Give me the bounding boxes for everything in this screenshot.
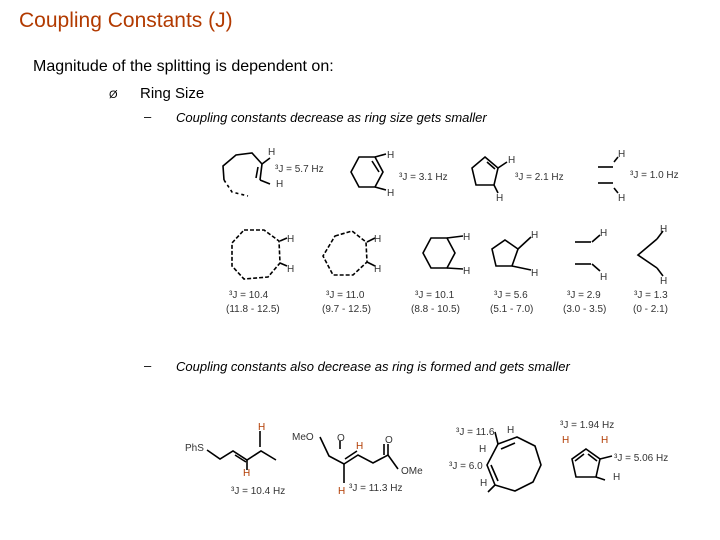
h-label: H xyxy=(243,468,251,479)
j-row1-4: ³J = 1.0 Hz xyxy=(630,170,679,181)
h-label: H xyxy=(660,224,668,235)
j-row2-3: ³J = 10.1 xyxy=(415,290,455,301)
j-row2-1: ³J = 10.4 xyxy=(229,290,269,301)
o-label: O xyxy=(337,433,345,444)
h-label: H xyxy=(338,486,346,497)
h-label: H xyxy=(660,276,668,287)
h-label: H xyxy=(531,268,539,279)
j-cyclo-bot: ³J = 6.0 xyxy=(449,461,483,472)
j-row1-2: ³J = 3.1 Hz xyxy=(399,172,448,183)
slide-title: Coupling Constants (J) xyxy=(19,9,233,32)
j-phs: ³J = 10.4 Hz xyxy=(231,486,286,497)
ome-label: OMe xyxy=(401,466,423,477)
h-label: H xyxy=(374,234,382,245)
phs-diene-structure xyxy=(207,431,276,470)
sub-bullet-ring-size: Coupling constants decrease as ring size gets smaller xyxy=(176,110,487,125)
j-row2-5: ³J = 2.9 xyxy=(567,290,601,301)
j-penta-right: ³J = 5.06 Hz xyxy=(614,453,669,464)
j-ester: ³J = 11.3 Hz xyxy=(349,483,403,494)
meo-label: MeO xyxy=(292,432,314,443)
bullet-arrow-icon: Ø xyxy=(109,89,118,101)
phs-label: PhS xyxy=(185,443,204,454)
range-row2-3: (8.8 - 10.5) xyxy=(411,304,460,315)
sub-bullet-ring-formed: Coupling constants also decrease as ring is formed and gets smaller xyxy=(176,359,570,374)
cyclooctadiene-structure xyxy=(487,432,541,492)
h-label: H xyxy=(479,444,487,455)
h-label: H xyxy=(480,478,488,489)
h-label: H xyxy=(531,230,539,241)
h-label: H xyxy=(258,422,266,433)
bullet-ring-size: Ring Size xyxy=(140,85,205,102)
o-label: O xyxy=(385,435,393,446)
j-row2-4: ³J = 5.6 xyxy=(494,290,528,301)
h-label: H xyxy=(463,232,471,243)
h-label: H xyxy=(387,188,395,199)
sub-bullet-dash-1: – xyxy=(144,109,152,124)
h-label: H xyxy=(496,193,504,204)
h-label: H xyxy=(287,234,295,245)
j-row1-3: ³J = 2.1 Hz xyxy=(515,172,564,183)
h-label: H xyxy=(387,150,395,161)
h-label: H xyxy=(618,149,626,160)
cyclopentadiene-structure xyxy=(572,449,612,480)
slide-subtitle: Magnitude of the splitting is dependent on: xyxy=(33,58,334,75)
sub-bullet-dash-2: – xyxy=(144,358,152,373)
j-row2-2: ³J = 11.0 xyxy=(326,290,365,301)
h-label: H xyxy=(374,264,382,275)
h-label: H xyxy=(463,266,471,277)
range-row2-1: (11.8 - 12.5) xyxy=(226,304,280,315)
h-label: H xyxy=(601,435,609,446)
h-label: H xyxy=(268,147,276,158)
h-label: H xyxy=(600,228,608,239)
h-label: H xyxy=(287,264,295,275)
h-label: H xyxy=(600,272,608,283)
h-label: H xyxy=(613,472,621,483)
range-row2-5: (3.0 - 3.5) xyxy=(563,304,607,315)
range-row2-6: (0 - 2.1) xyxy=(633,304,669,315)
j-row1-1: ³J = 5.7 Hz xyxy=(275,164,324,175)
j-penta-top: ³J = 1.94 Hz xyxy=(560,420,615,431)
h-label: H xyxy=(618,193,626,204)
h-label: H xyxy=(562,435,570,446)
j-cyclo-top: ³J = 11.6 xyxy=(456,427,495,438)
range-row2-2: (9.7 - 12.5) xyxy=(322,304,371,315)
h-label: H xyxy=(356,441,364,452)
h-label: H xyxy=(508,155,516,166)
j-row2-6: ³J = 1.3 xyxy=(634,290,668,301)
h-label: H xyxy=(276,179,284,190)
h-label: H xyxy=(507,425,515,436)
range-row2-4: (5.1 - 7.0) xyxy=(490,304,534,315)
